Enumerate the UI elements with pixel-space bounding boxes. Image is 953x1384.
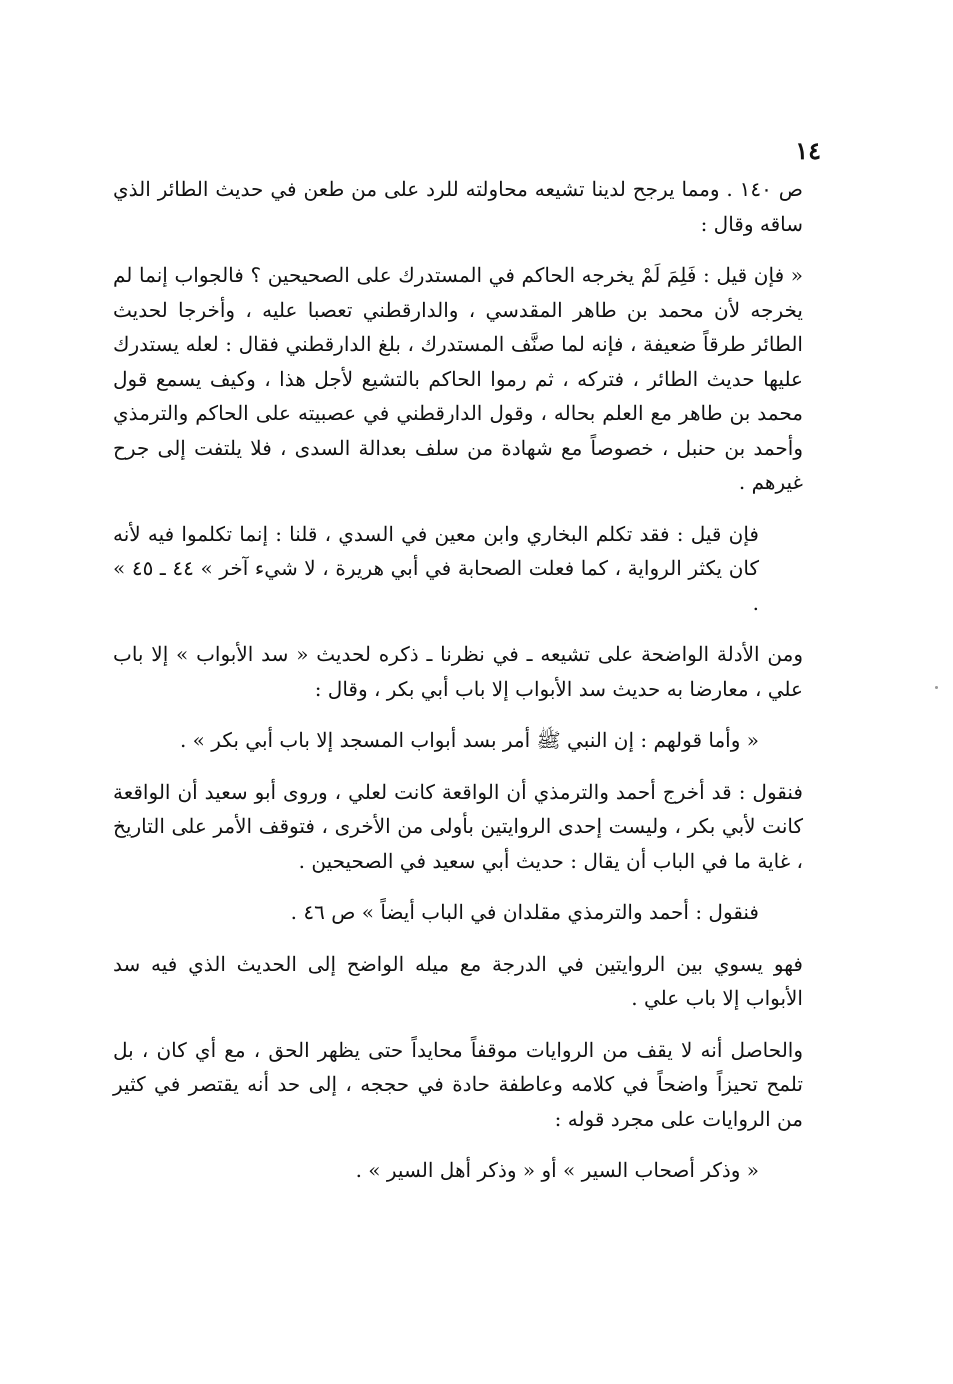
paragraph-7: فنقول : أحمد والترمذي مقلدان في الباب أيضاً » ص ٤٦ . <box>290 900 759 924</box>
paragraph-4: ومن الأدلة الواضحة على تشيعه ـ في نظرنا ـ ذكره لحديث « سد الأبواب » إلا باب علي ، معارضا به حديث سد الأبواب إلا باب أبي بكر ، وقال : <box>113 642 803 701</box>
paragraph-1: ص ١٤٠ . ومما يرجح لدينا تشيعه محاولته للرد على من طعن في حديث الطائر الذي ساقه وقال : <box>113 177 803 236</box>
scan-speck <box>935 686 938 689</box>
body-text <box>113 172 803 1188</box>
paragraph-10: « وذكر أصحاب السير » أو « وذكر أهل السير » . <box>355 1158 759 1182</box>
paragraph-6: فنقول : قد أخرج أحمد والترمذي أن الواقعة كانت لعلي ، وروى أبو سعيد أن الواقعة كانت لأبي بكر ، وليست إحدى الروايتين بأولى من الأخرى ، فتوقف الأمر على التاريخ ، غاية ما في الباب أن يقال : حديث أبي سعيد في الصحيحين . <box>113 779 803 873</box>
paragraph-5: « وأما قولهم : إن النبي ﷺ أمر بسد أبواب المسجد إلا باب أبي بكر » . <box>179 728 759 752</box>
paragraph-9: والحاصل أنه لا يقف من الروايات موقفاً محايداً حتى يظهر الحق ، مع أي كان ، بل تلمح تحيزاً واضحاً في كلامه وعاطفة حادة في حججه ، إلى حد أنه يقتصر في كثير من الروايات على مجرد قوله : <box>113 1037 803 1131</box>
paragraph-8: فهو يسوي بين الروايتين في الدرجة مع ميله الواضح إلى الحديث الذي فيه سد الأبواب إلا باب علي . <box>113 951 803 1010</box>
page-number: ١٤ <box>795 136 821 165</box>
paragraph-2: « فإن قيل : فَلِمَ لَمْ يخرجه الحاكم في المستدرك على الصحيحين ؟ فالجواب إنما لم يخرجه لأن محمد بن طاهر المقدسي ، والدارقطني تعصبا عليه ، وأخرجا لحديث الطائر طرقاً ضعيفة ، فإنه لما صنَّف المستدرك ، بلغ الدارقطني فقال : لعله يستدرك عليها حديث الطائر ، فتركه ، ثم رموا الحاكم بالتشيع لأجل هذا ، وكيف يسمع قول محمد بن طاهر مع العلم بحاله ، وقول الدارقطني في عصبيته على الحاكم والترمذي وأحمد بن حنبل ، خصوصاً مع شهادة من سلف بعدالة السدى ، فلا يلتفت إلى جرح غيرهم . <box>113 263 803 494</box>
paragraph-3: فإن قيل : فقد تكلم البخاري وابن معين في السدي ، قلنا : إنما تكلموا فيه لأنه كان يكثر الرواية ، كما فعلت الصحابة في أبي هريرة ، لا شيء آخر » ٤٤ ـ ٤٥ » . <box>113 521 760 615</box>
